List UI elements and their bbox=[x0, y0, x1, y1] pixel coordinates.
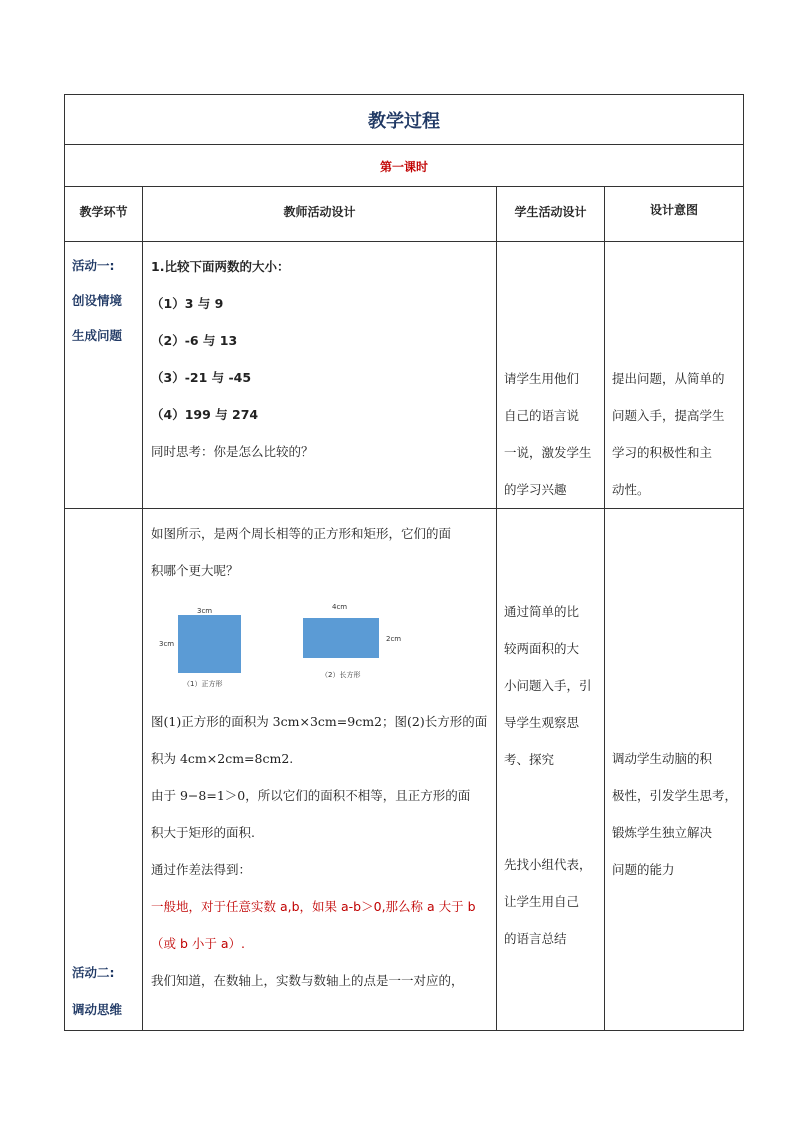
table-title: 教学过程 bbox=[368, 110, 440, 132]
activity2-row bbox=[65, 509, 744, 1031]
rect-top-label: 4cm bbox=[332, 603, 348, 611]
inequality-rule-line2: （或 b 小于 a）. bbox=[151, 936, 245, 951]
session-cell bbox=[65, 145, 744, 187]
activity1-student: 请学生用他们 自己的语言说 一说，激发学生 的学习兴趣 bbox=[497, 242, 605, 509]
square-caption: （1）正方形 bbox=[183, 680, 223, 688]
header-teacher: 教师活动设计 bbox=[143, 187, 497, 242]
lesson-table bbox=[64, 94, 744, 1031]
square-top-label: 3cm bbox=[197, 607, 213, 615]
header-student: 学生活动设计 bbox=[497, 187, 605, 242]
activity2-label: 活动二: 调动思维 bbox=[65, 509, 143, 1031]
rect-caption: （2）长方形 bbox=[321, 671, 361, 679]
title-cell bbox=[65, 95, 744, 145]
header-stage: 教学环节 bbox=[65, 187, 143, 242]
activity1-intent: 提出问题，从简单的 问题入手，提高学生 学习的积极性和主 动性。 bbox=[605, 242, 744, 509]
area-figure-svg bbox=[151, 593, 491, 703]
square-left-label: 3cm bbox=[159, 640, 175, 648]
activity2-student: 通过简单的比 较两面积的大 小问题入手，引 导学生观察思 考、探究 先找小组代表， 让学生用自己 的语言总结 bbox=[497, 509, 605, 1031]
activity1-teacher: 1.比较下面两数的大小： （1）3 与 9 （2）-6 与 13 （3）-21 与 -45 （4）199 与 274 同时思考：你是怎么比较的？ bbox=[143, 242, 497, 509]
activity2-intent: 调动学生动脑的积 极性，引发学生思考， 锻炼学生独立解决 问题的能力 bbox=[605, 509, 744, 1031]
inequality-rule-line1: 一般地，对于任意实数 a,b，如果 a-b＞0,那么称 a 大于 b bbox=[151, 899, 476, 914]
activity2-teacher: 如图所示，是两个周长相等的正方形和矩形，它们的面 积哪个更大呢？ 3cm 3cm （1）正方形 4cm 2cm （2）长方形 图(1)正方形的面积为 3cm×3cm=9cm2；图(2)长方形的面 积为 4cm×2cm=8cm2. 由于 9−8=1＞0，所以它们的面积不相等，且正方形的面 积大于矩形的面积. 通过作差法得到： 一般地，对于任意实数 a,b，如果 a-b＞0,那么称 a 大于 b （或 b 小于 a）. 我们知道，在数轴上，实数与数轴上的点是一一对应的， bbox=[143, 509, 497, 1031]
rect-right-label: 2cm bbox=[386, 635, 402, 643]
square-shape bbox=[178, 615, 241, 673]
activity1-row bbox=[65, 242, 744, 509]
activity1-label: 活动一: 创设情境 生成问题 bbox=[65, 242, 143, 509]
session-label: 第一课时 bbox=[379, 160, 428, 174]
header-intent: 设计意图 bbox=[605, 187, 744, 242]
rectangle-shape bbox=[303, 618, 379, 658]
area-figure bbox=[151, 593, 496, 703]
